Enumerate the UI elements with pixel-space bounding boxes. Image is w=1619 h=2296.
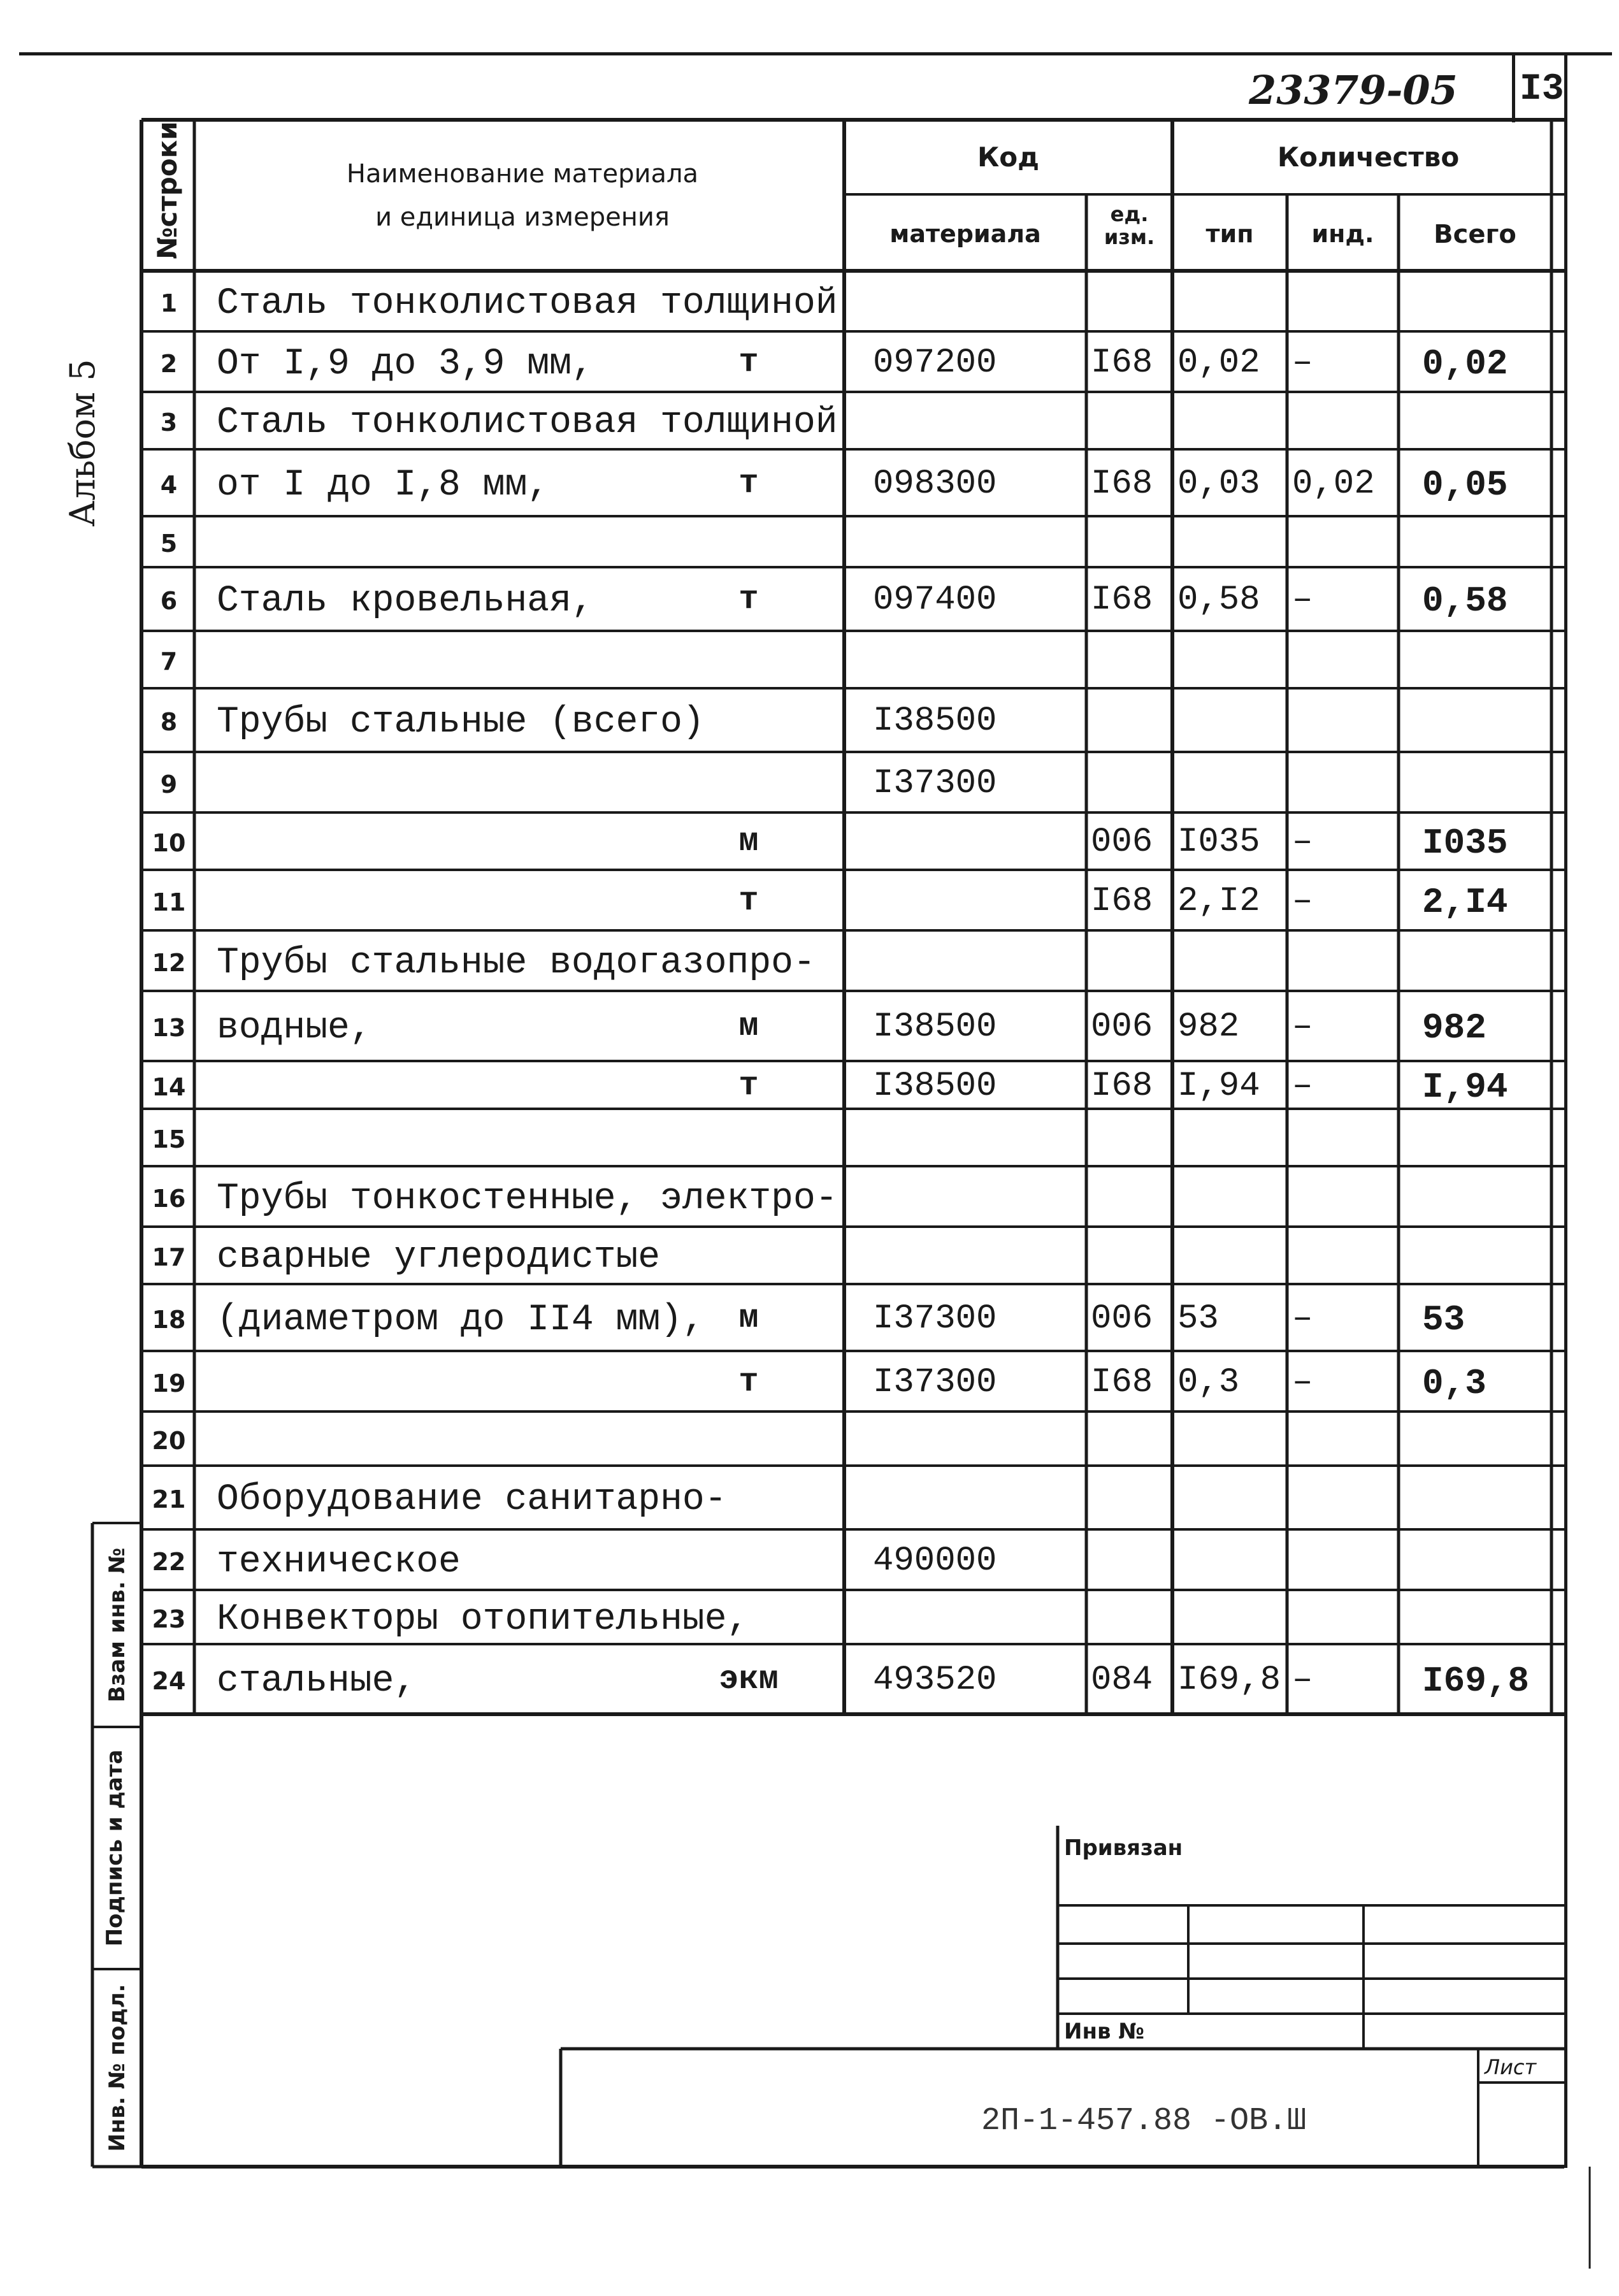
row-number: 4 <box>160 470 178 499</box>
header-qty-type: тип <box>1205 220 1254 248</box>
header-row-number: №строки <box>152 121 183 259</box>
row-number: 22 <box>152 1547 186 1576</box>
row-unit-code: I68 <box>1091 881 1153 921</box>
row-number: 24 <box>152 1667 186 1695</box>
row-unit: экм <box>719 1661 779 1698</box>
stamp-inv-label: Инв № <box>1064 2019 1145 2044</box>
row-material-code: 097400 <box>873 581 997 619</box>
row-number: 9 <box>160 770 178 798</box>
row-material-name: Сталь тонколистовая толщиной <box>217 282 838 324</box>
row-qty-total: I035 <box>1422 823 1508 863</box>
header-code: Код <box>977 141 1040 173</box>
row-unit-code: I68 <box>1091 581 1153 619</box>
row-material-name: техническое <box>217 1541 461 1583</box>
row-material-code: 097200 <box>873 343 997 382</box>
row-number: 14 <box>152 1072 186 1101</box>
row-material-code: I37300 <box>873 1362 997 1402</box>
row-material-name: Конвекторы отопительные, <box>217 1598 749 1640</box>
header-name-line2: и единица измерения <box>375 203 670 232</box>
row-number: 1 <box>160 289 178 317</box>
row-qty-total: 0,58 <box>1422 581 1508 621</box>
side-inv-orig: Инв. № подл. <box>104 1984 130 2152</box>
row-qty-ind: – <box>1292 823 1313 862</box>
row-qty-ind: – <box>1292 1066 1313 1106</box>
row-material-code: 098300 <box>873 464 997 503</box>
row-qty-ind: – <box>1292 881 1313 921</box>
row-qty-type: 0,03 <box>1177 464 1260 503</box>
row-material-name: от I до I,8 мм, <box>217 464 550 506</box>
row-unit: м <box>738 1299 759 1337</box>
row-qty-ind: – <box>1292 343 1313 382</box>
sheet-number: I3 <box>1520 69 1564 110</box>
header-code-material: материала <box>889 220 1041 248</box>
row-qty-ind: 0,02 <box>1292 464 1375 503</box>
row-number: 23 <box>152 1605 186 1633</box>
row-unit: м <box>738 1007 759 1045</box>
row-qty-total: 982 <box>1422 1007 1486 1048</box>
row-qty-type: I035 <box>1177 823 1260 862</box>
row-material-name: стальные, <box>217 1661 417 1702</box>
row-number: 12 <box>152 948 186 977</box>
side-sign-date: Подпись и дата <box>102 1749 127 1947</box>
row-material-name: сварные углеродистые <box>217 1237 661 1278</box>
row-qty-ind: – <box>1292 581 1313 619</box>
row-qty-ind: – <box>1292 1362 1313 1402</box>
row-material-code: I38500 <box>873 1066 997 1106</box>
row-number: 20 <box>152 1426 186 1455</box>
row-unit: т <box>738 343 759 381</box>
header-qty-ind: инд. <box>1311 220 1374 248</box>
album-label: Альбом 5 <box>62 359 103 527</box>
row-material-code: I37300 <box>873 763 997 803</box>
row-material-code: I38500 <box>873 702 997 740</box>
row-number: 15 <box>152 1125 186 1153</box>
row-unit-code: I68 <box>1091 343 1153 382</box>
row-qty-type: 982 <box>1177 1007 1240 1046</box>
row-qty-total: I,94 <box>1422 1066 1508 1108</box>
row-number: 3 <box>160 408 178 437</box>
header-qty-total: Всего <box>1434 220 1516 249</box>
row-unit-code: 084 <box>1091 1661 1153 1700</box>
stamp-tied-label: Привязан <box>1064 1835 1183 1861</box>
row-unit-code: I68 <box>1091 1066 1153 1106</box>
row-material-code: I38500 <box>873 1007 997 1046</box>
row-material-name: (диаметром до II4 мм), <box>217 1299 705 1341</box>
row-material-code: 490000 <box>873 1541 997 1580</box>
document-designation: 2П-1-457.88 -ОВ.Ш <box>981 2103 1307 2139</box>
row-qty-total: 0,05 <box>1422 464 1508 505</box>
row-unit: т <box>738 1066 759 1104</box>
row-qty-total: I69,8 <box>1422 1661 1530 1701</box>
row-unit-code: 006 <box>1091 823 1153 862</box>
stamp-sheet-label: Лист <box>1485 2055 1537 2079</box>
row-unit: т <box>738 881 759 920</box>
row-qty-type: I69,8 <box>1177 1661 1281 1700</box>
document-number: 23379-05 <box>1249 67 1458 113</box>
row-material-name: От I,9 до 3,9 мм, <box>217 343 594 385</box>
row-unit-code: I68 <box>1091 1362 1153 1402</box>
row-material-code: I37300 <box>873 1299 997 1338</box>
row-qty-type: I,94 <box>1177 1066 1260 1106</box>
row-material-code: 493520 <box>873 1661 997 1700</box>
row-number: 19 <box>152 1369 186 1397</box>
row-material-name: водные, <box>217 1007 372 1049</box>
row-material-name: Трубы стальные водогазопро- <box>217 942 816 984</box>
row-material-name: Трубы тонкостенные, электро- <box>217 1178 838 1220</box>
row-qty-type: 0,02 <box>1177 343 1260 382</box>
header-code-unit: ед. изм. <box>1104 202 1155 249</box>
row-unit-code: 006 <box>1091 1007 1153 1046</box>
row-material-name: Сталь кровельная, <box>217 581 594 622</box>
row-qty-total: 0,3 <box>1422 1362 1486 1404</box>
row-material-name: Оборудование санитарно- <box>217 1479 727 1520</box>
row-qty-total: 0,02 <box>1422 343 1508 384</box>
row-material-name: Трубы стальные (всего) <box>217 702 705 743</box>
header-quantity: Количество <box>1277 141 1460 173</box>
row-qty-type: 53 <box>1177 1299 1219 1338</box>
row-number: 13 <box>152 1014 186 1042</box>
header-name-line1: Наименование материала <box>346 159 699 189</box>
row-unit: т <box>738 581 759 618</box>
row-unit-code: I68 <box>1091 464 1153 503</box>
row-number: 2 <box>160 349 178 378</box>
row-qty-total: 53 <box>1422 1299 1465 1340</box>
side-inv-vzam: Взам инв. № <box>104 1547 130 1703</box>
row-unit: т <box>738 464 759 502</box>
row-material-name: Сталь тонколистовая толщиной <box>217 402 838 444</box>
row-qty-ind: – <box>1292 1299 1313 1338</box>
row-number: 21 <box>152 1485 186 1513</box>
row-number: 16 <box>152 1184 186 1213</box>
row-number: 17 <box>152 1243 186 1271</box>
row-number: 6 <box>160 587 178 615</box>
row-qty-type: 0,58 <box>1177 581 1260 619</box>
row-unit-code: 006 <box>1091 1299 1153 1338</box>
row-number: 10 <box>152 829 186 857</box>
row-unit: м <box>738 823 759 860</box>
row-number: 11 <box>152 888 186 916</box>
row-qty-ind: – <box>1292 1661 1313 1700</box>
row-unit: т <box>738 1362 759 1401</box>
row-qty-type: 2,I2 <box>1177 881 1260 921</box>
row-qty-total: 2,I4 <box>1422 881 1508 923</box>
row-number: 8 <box>160 708 178 736</box>
row-number: 18 <box>152 1305 186 1334</box>
row-qty-ind: – <box>1292 1007 1313 1046</box>
row-number: 5 <box>160 530 178 558</box>
row-qty-type: 0,3 <box>1177 1362 1240 1402</box>
row-number: 7 <box>160 647 178 675</box>
